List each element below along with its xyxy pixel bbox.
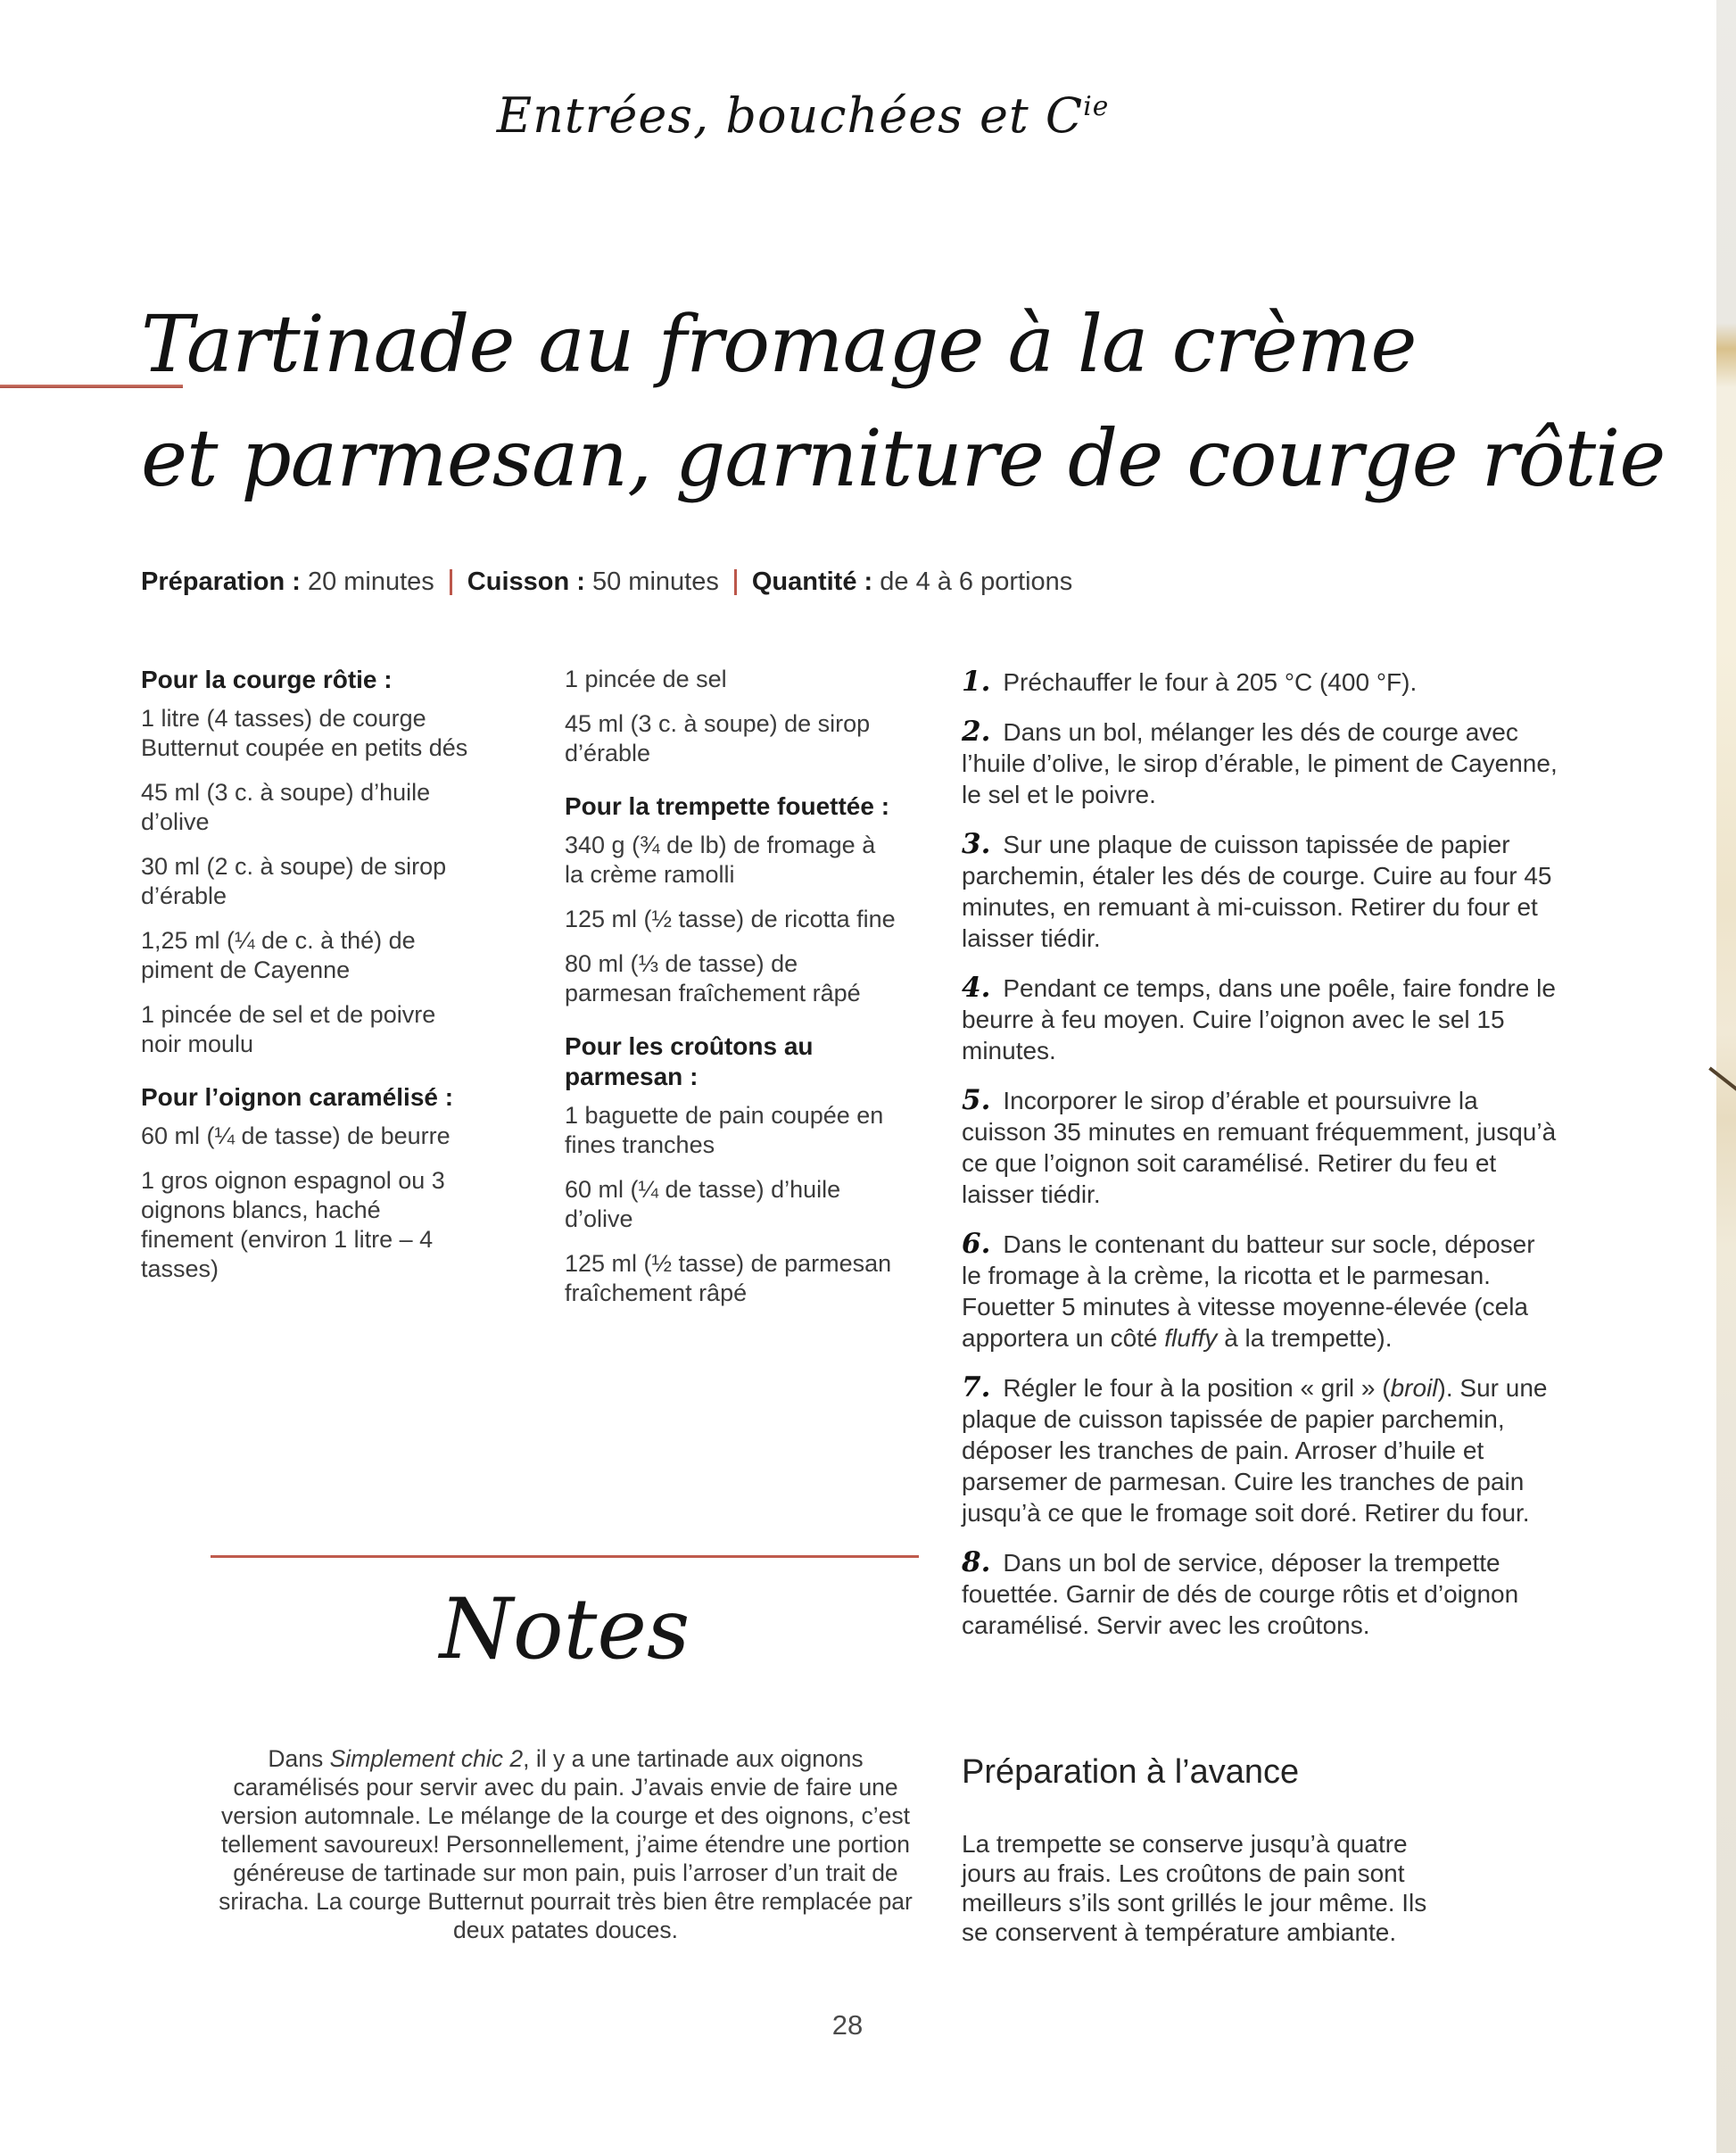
ingredient-group-heading: Pour les croûtons au parmesan : (565, 1032, 814, 1090)
meta-separator (734, 569, 737, 595)
step-item (962, 973, 1558, 1066)
step-text: Pendant ce temps, dans une poêle, faire fondre le beurre à feu moyen. Cuire l’oignon avec le sel 15 minutes. (962, 974, 1556, 1064)
category-kicker-text: Entrées, bouchées et C (496, 87, 1084, 144)
step-number: 8. (962, 1546, 991, 1578)
ingredient-item: 60 ml (¼ de tasse) de beurre (141, 1122, 451, 1149)
ingredient-group-heading: Pour la courge rôtie : (141, 666, 393, 693)
category-kicker (0, 87, 1606, 144)
step-item (962, 716, 1558, 810)
step-text: Régler le four à la position « gril » ( (1003, 1374, 1391, 1402)
facing-page-photo-edge (1716, 0, 1736, 2153)
make-ahead-heading: Préparation à l’avance (962, 1753, 1300, 1791)
recipe-title (141, 287, 1665, 516)
step-text: à la trempette). (1217, 1324, 1393, 1352)
step-text-italic: fluffy (1164, 1324, 1218, 1352)
meta-separator (450, 569, 452, 595)
cook-label: Cuisson : (467, 567, 585, 596)
ingredient-item: 1 gros oignon espagnol ou 3 oignons blancs, haché finement (environ 1 litre – 4 tasses) (141, 1167, 445, 1282)
directions-column (962, 667, 1558, 1660)
step-text: Incorporer le sirop d’érable et poursuivre la cuisson 35 minutes en remuant fréquemment, jusqu’à ce que l’oignon soit caramélisé. Retirer du feu et laisser tiédir. (962, 1087, 1557, 1208)
category-kicker-superscript: ie (1083, 91, 1110, 122)
step-text: Dans un bol de service, déposer la trempette fouettée. Garnir de dés de courge rôtis et d’oignon caramélisé. Servir avec les croûtons. (962, 1549, 1519, 1639)
ingredient-item: 80 ml (⅓ de tasse) de parmesan fraîchement râpé (565, 950, 861, 1006)
qty-value: de 4 à 6 portions (880, 567, 1073, 596)
ingredient-group-heading: Pour l’oignon caramélisé : (141, 1083, 454, 1111)
step-number: 6. (962, 1228, 991, 1260)
step-text: ). Sur une plaque de cuisson tapissée de papier parchemin, déposer les tranches de pain. Arroser d’huile et parsemer de parmesan. Cuire les tranches de pain jusqu’à ce que le fromage soit doré. Retirer du four. (962, 1374, 1548, 1527)
ingredient-item: 125 ml (½ tasse) de parmesan fraîchement râpé (565, 1250, 892, 1306)
qty-label: Quantité : (751, 567, 873, 596)
step-text: Sur une plaque de cuisson tapissée de papier parchemin, étaler les dés de courge. Cuire au four 45 minutes, en remuant à mi-cuisson. Retirer du four et laisser tiédir. (962, 831, 1552, 952)
notes-text-segment: Dans (268, 1744, 330, 1772)
make-ahead-paragraph: La trempette se conserve jusqu’à quatre jours au frais. Les croûtons de pain sont meilleurs s’ils sont grillés le jour même. Ils se conservent à température ambiante. (962, 1830, 1427, 1946)
step-text: Préchauffer le four à 205 °C (400 °F). (1003, 668, 1418, 696)
ingredient-item: 1,25 ml (¼ de c. à thé) de piment de Cayenne (141, 927, 416, 983)
notes-heading: Notes (439, 1581, 690, 1678)
ingredients-column-1 (141, 665, 469, 1299)
ingredient-item: 125 ml (½ tasse) de ricotta fine (565, 906, 896, 932)
step-item (962, 1085, 1558, 1210)
ingredient-group-heading: Pour la trempette fouettée : (565, 792, 890, 820)
step-number: 7. (962, 1371, 991, 1404)
step-number: 4. (962, 972, 991, 1004)
prep-label: Préparation : (141, 567, 301, 596)
step-item (962, 667, 1558, 698)
ingredient-item: 45 ml (3 c. à soupe) de sirop d’érable (565, 710, 871, 766)
step-text-italic: broil (1390, 1374, 1438, 1402)
step-text: Dans le contenant du batteur sur socle, déposer le fromage à la crème, la ricotta et le parmesan. Fouetter 5 minutes à vitesse moyenne-élevée (cela apportera un côté (962, 1230, 1535, 1352)
step-item (962, 1372, 1558, 1528)
title-line-2: et parmesan, garniture de courge rôtie (141, 412, 1666, 504)
ingredient-item: 340 g (¾ de lb) de fromage à la crème ramolli (565, 832, 876, 888)
step-number: 2. (962, 716, 991, 748)
cook-value: 50 minutes (591, 567, 719, 596)
notes-text-italic: Simplement chic 2 (329, 1744, 524, 1772)
step-number: 5. (962, 1084, 991, 1116)
step-item (962, 829, 1558, 954)
notes-paragraph (202, 1744, 930, 1944)
prep-value: 20 minutes (307, 567, 434, 596)
ingredient-item: 1 baguette de pain coupée en fines tranches (565, 1102, 884, 1158)
step-number: 1. (962, 666, 991, 698)
page-number: 28 (831, 2009, 864, 2041)
step-item (962, 1229, 1558, 1354)
ingredient-item: 45 ml (3 c. à soupe) d’huile d’olive (141, 779, 431, 835)
ingredient-item: 1 litre (4 tasses) de courge Butternut coupée en petits dés (141, 705, 468, 761)
notes-accent-rule (211, 1555, 919, 1558)
ingredient-item: 1 pincée de sel et de poivre noir moulu (141, 1001, 436, 1057)
recipe-meta (141, 567, 1072, 597)
photo-edge-dark-line (1708, 1066, 1736, 1092)
ingredients-column-2 (565, 665, 897, 1323)
ingredient-item: 1 pincée de sel (565, 666, 727, 692)
step-text: Dans un bol, mélanger les dés de courge avec l’huile d’olive, le sirop d’érable, le piment de Cayenne, le sel et le poivre. (962, 718, 1558, 808)
title-line-1: Tartinade au fromage à la crème (141, 298, 1417, 390)
step-number: 3. (962, 828, 991, 860)
ingredient-item: 60 ml (¼ de tasse) d’huile d’olive (565, 1176, 841, 1232)
notes-text-segment: , il y a une tartinade aux oignons caramélisés pour servir avec du pain. J’avais envie de faire une version automnale. Le mélange de la courge et des oignons, c’est tellement savoureux! Personnellement, j’aime étendre une portion généreuse de tartinade sur mon pain, puis l’arroser d’un trait de sriracha. La courge Butternut pourrait très bien être remplacée par deux patates douces. (219, 1744, 913, 1943)
ingredient-item: 30 ml (2 c. à soupe) de sirop d’érable (141, 853, 447, 909)
